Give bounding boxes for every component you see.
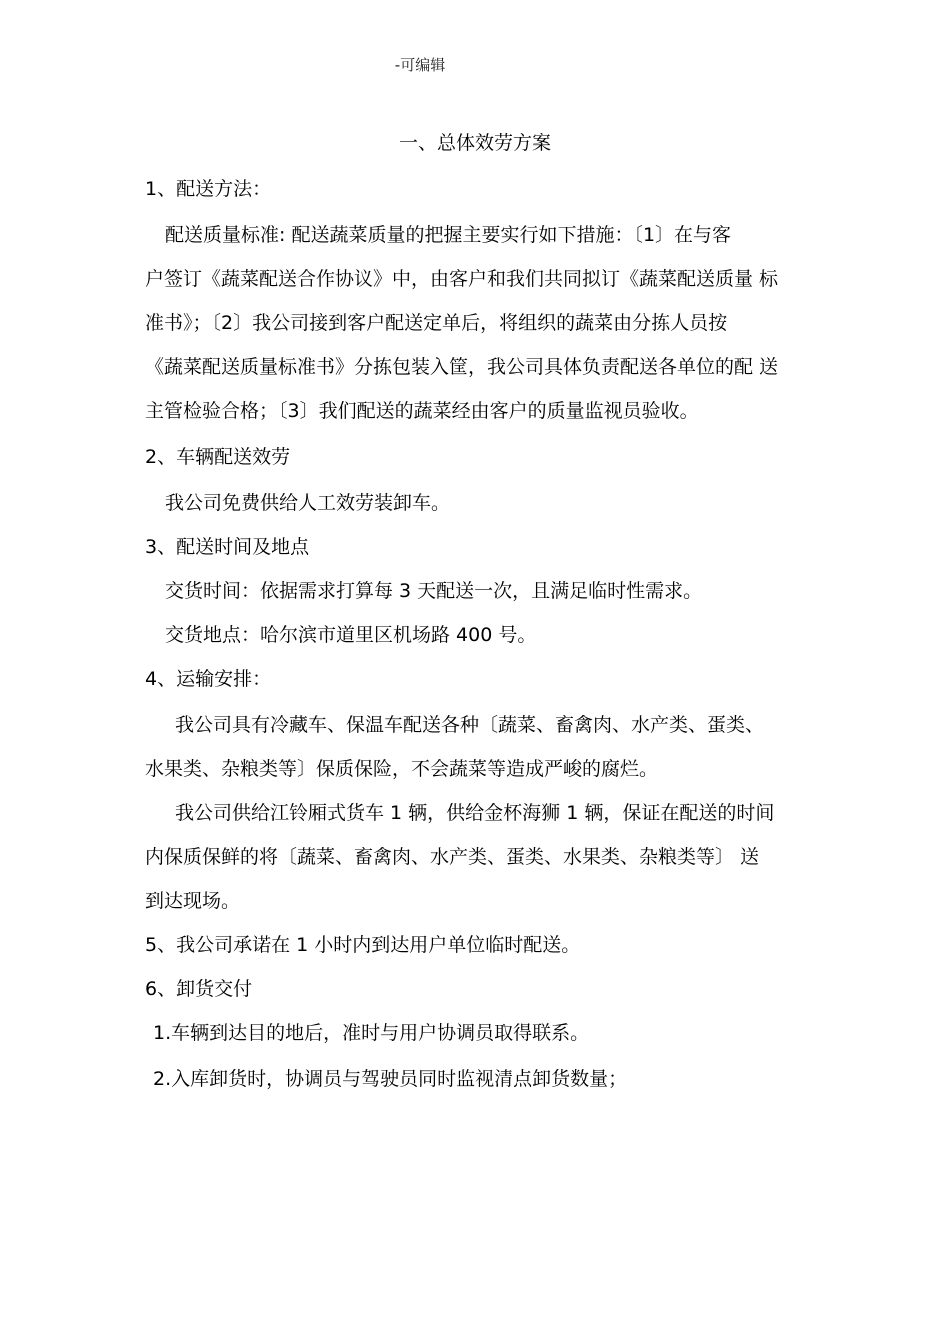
heading-4: 4、运输安排： — [145, 668, 272, 690]
heading-1: 1、配送方法： — [145, 178, 272, 200]
paragraph-line: 《蔬菜配送质量标准书》分拣包装入筐，我公司具体负责配送各单位的配 送 — [145, 356, 779, 378]
heading-3: 3、配送时间及地点 — [145, 536, 310, 558]
paragraph-line: 我公司供给江铃厢式货车 1 辆，供给金杯海狮 1 辆，保证在配送的时间 — [175, 802, 775, 824]
paragraph-line: 到达现场。 — [145, 890, 241, 912]
section-title: 一、总体效劳方案 — [398, 132, 551, 154]
list-item: 1.车辆到达目的地后，准时与用户协调员取得联系。 — [153, 1022, 590, 1044]
paragraph-line: 我公司具有冷藏车、保温车配送各种〔蔬菜、畜禽肉、水产类、蛋类、 — [175, 714, 765, 736]
paragraph-line: 户签订《蔬菜配送合作协议》中，由客户和我们共同拟订《蔬菜配送质量 标 — [145, 268, 779, 290]
heading-2: 2、车辆配送效劳 — [145, 446, 291, 468]
paragraph-line: 水果类、杂粮类等〕保质保险，不会蔬菜等造成严峻的腐烂。 — [145, 758, 659, 780]
paragraph-line: 主管检验合格；〔3〕我们配送的蔬菜经由客户的质量监视员验收。 — [145, 400, 699, 422]
page-header: -可编辑 — [394, 56, 446, 74]
paragraph-line: 我公司免费供给人工效劳装卸车。 — [165, 492, 451, 514]
paragraph-line: 交货地点：哈尔滨市道里区机场路 400 号。 — [165, 624, 537, 646]
list-item: 2.入库卸货时，协调员与驾驶员同时监视清点卸货数量； — [153, 1068, 628, 1090]
heading-5: 5、我公司承诺在 1 小时内到达用户单位临时配送。 — [145, 934, 581, 956]
heading-6: 6、卸货交付 — [145, 978, 253, 1000]
paragraph-line: 准书》；〔2〕我公司接到客户配送定单后，将组织的蔬菜由分拣人员按 — [145, 312, 728, 334]
paragraph-line: 内保质保鲜的将〔蔬菜、畜禽肉、水产类、蛋类、水果类、杂粮类等〕 送 — [145, 846, 760, 868]
paragraph-line: 配送质量标准: 配送蔬菜质量的把握主要实行如下措施：〔1〕在与客 — [165, 224, 732, 246]
paragraph-line: 交货时间：依据需求打算每 3 天配送一次，且满足临时性需求。 — [165, 580, 703, 602]
